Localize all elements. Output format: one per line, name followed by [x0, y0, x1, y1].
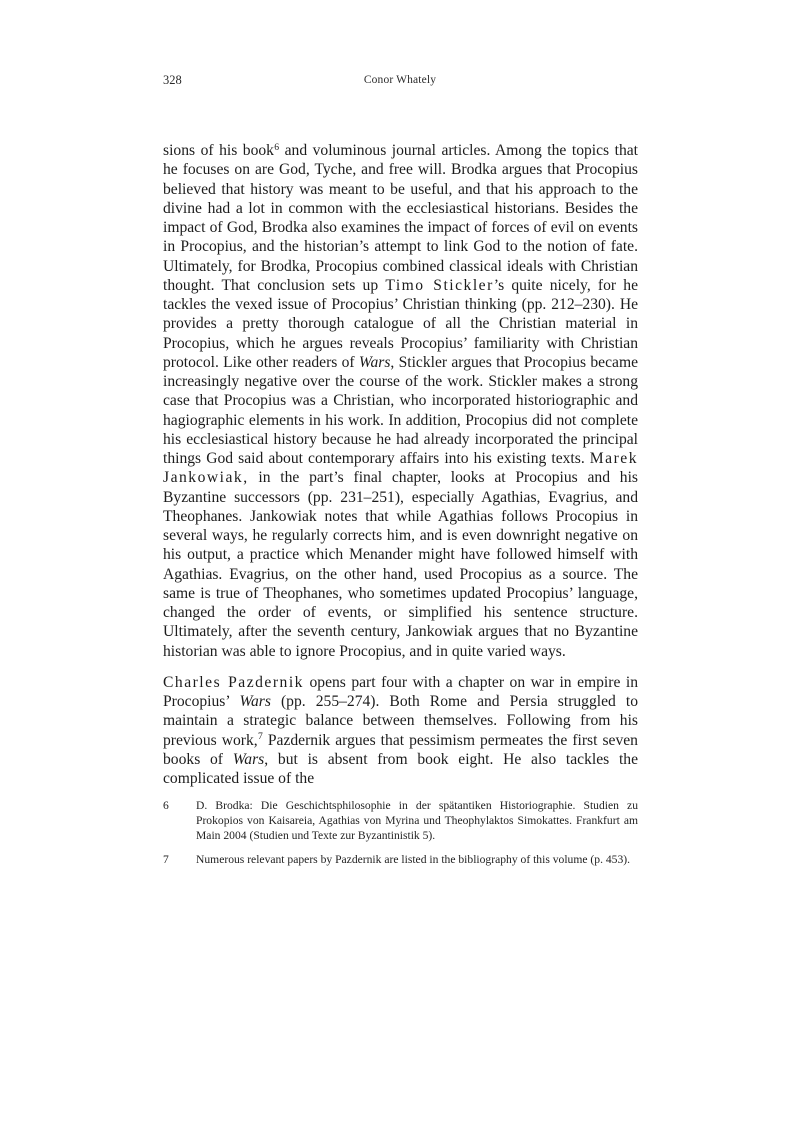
work-title-italic: Wars — [239, 693, 271, 710]
footnote-block — [163, 798, 638, 867]
footnote-item — [163, 852, 638, 867]
running-head-title: Conor Whately — [363, 74, 437, 86]
work-title-italic: Wars — [232, 750, 265, 768]
footnote-number: 7 — [163, 853, 169, 867]
text-run: Pazdernik argues that pessimism permeates the first seven books of — [163, 731, 638, 768]
page-number: 328 — [163, 73, 182, 87]
body-text-block — [163, 141, 638, 788]
body-paragraph — [163, 141, 638, 661]
author-name-emphasis: Charles Pazdernik — [163, 673, 304, 691]
running-head — [163, 72, 637, 88]
text-run: sions of his book — [163, 142, 274, 159]
text-run: ’s quite nicely, for he tackles the vexed issue of Procopius’ Christian thinking (pp. 212–230). He provides a pretty thorough catalogue of all the Christian material in Procopius, which he argues reveals Procopius’ familiarity with Christian protocol. Like other readers of — [163, 276, 639, 371]
work-title-italic: Wars — [358, 353, 391, 371]
footnote-text: D. Brodka: Die Geschichtsphilosophie in der spätantiken Historiographie. Studien zu Prokopios von Kaisareia, Agathias von Myrina und Theophylaktos Simokattes. Frankfurt am Main 2004 (Studien und Texte zur Byzantinistik 5). — [196, 799, 638, 843]
footnote-number: 6 — [163, 799, 169, 812]
text-run: , but is absent from book eight. He also tackles the complicated issue of the — [163, 750, 638, 787]
text-run: opens part four with a chapter on war in empire in Procopius’ — [163, 673, 638, 710]
text-run: , Stickler argues that Procopius became increasingly negative over the course of the work. Stickler makes a strong case that Procopius was a Christian, who incorporated historiographic and hagiographic elements in his work. In addition, Procopius did not complete his ecclesiastical history because he had already incorporated the principal things God said about contemporary affairs into his existing texts. — [163, 353, 638, 467]
footnote-reference[interactable]: 6 — [274, 141, 280, 153]
body-paragraph — [163, 673, 638, 789]
text-run: in the part’s final chapter, looks at Procopius and his Byzantine successors (pp. 231–251), especially Agathias, Evagrius, and Theophanes. Jankowiak notes that while Agathias follows Procopius in several ways, he regularly corrects him, and is even downright negative on his output, a practice which Menander might have followed himself with Agathias. Evagrius, on the other hand, used Procopius as a source. The same is true of Theophanes, who sometimes updated Procopius’ language, changed the order of events, or simplified his sentence structure. Ultimately, after the seventh century, Jankowiak argues that no Byzantine historian was able to ignore Procopius, and in quite varied ways. — [163, 469, 638, 660]
footnote-item — [163, 798, 638, 843]
text-run: and voluminous journal articles. Among the topics that he focuses on are God, Tyche, and free will. Brodka argues that Procopius believed that history was meant to be useful, and that his approach to the divine had a lot in common with the ecclesiastical historians. Besides the impact of God, Brodka also examines the impact of forces of evil on events in Procopius, and the historian’s attempt to link God to the notion of fate. Ultimately, for Brodka, Procopius combined classical ideals with Christian thought. That conclusion sets up — [163, 142, 638, 294]
footnote-text: Numerous relevant papers by Pazdernik are listed in the bibliography of this volume (p. 453). — [196, 853, 631, 867]
footnote-reference[interactable]: 7 — [257, 731, 263, 743]
text-run: (pp. 255–274). Both Rome and Persia struggled to maintain a strategic balance between themselves. Following from his previous work, — [163, 693, 638, 749]
author-name-emphasis: Timo Stickler — [385, 276, 494, 294]
author-name-emphasis: Marek Jankowiak, — [163, 450, 638, 487]
